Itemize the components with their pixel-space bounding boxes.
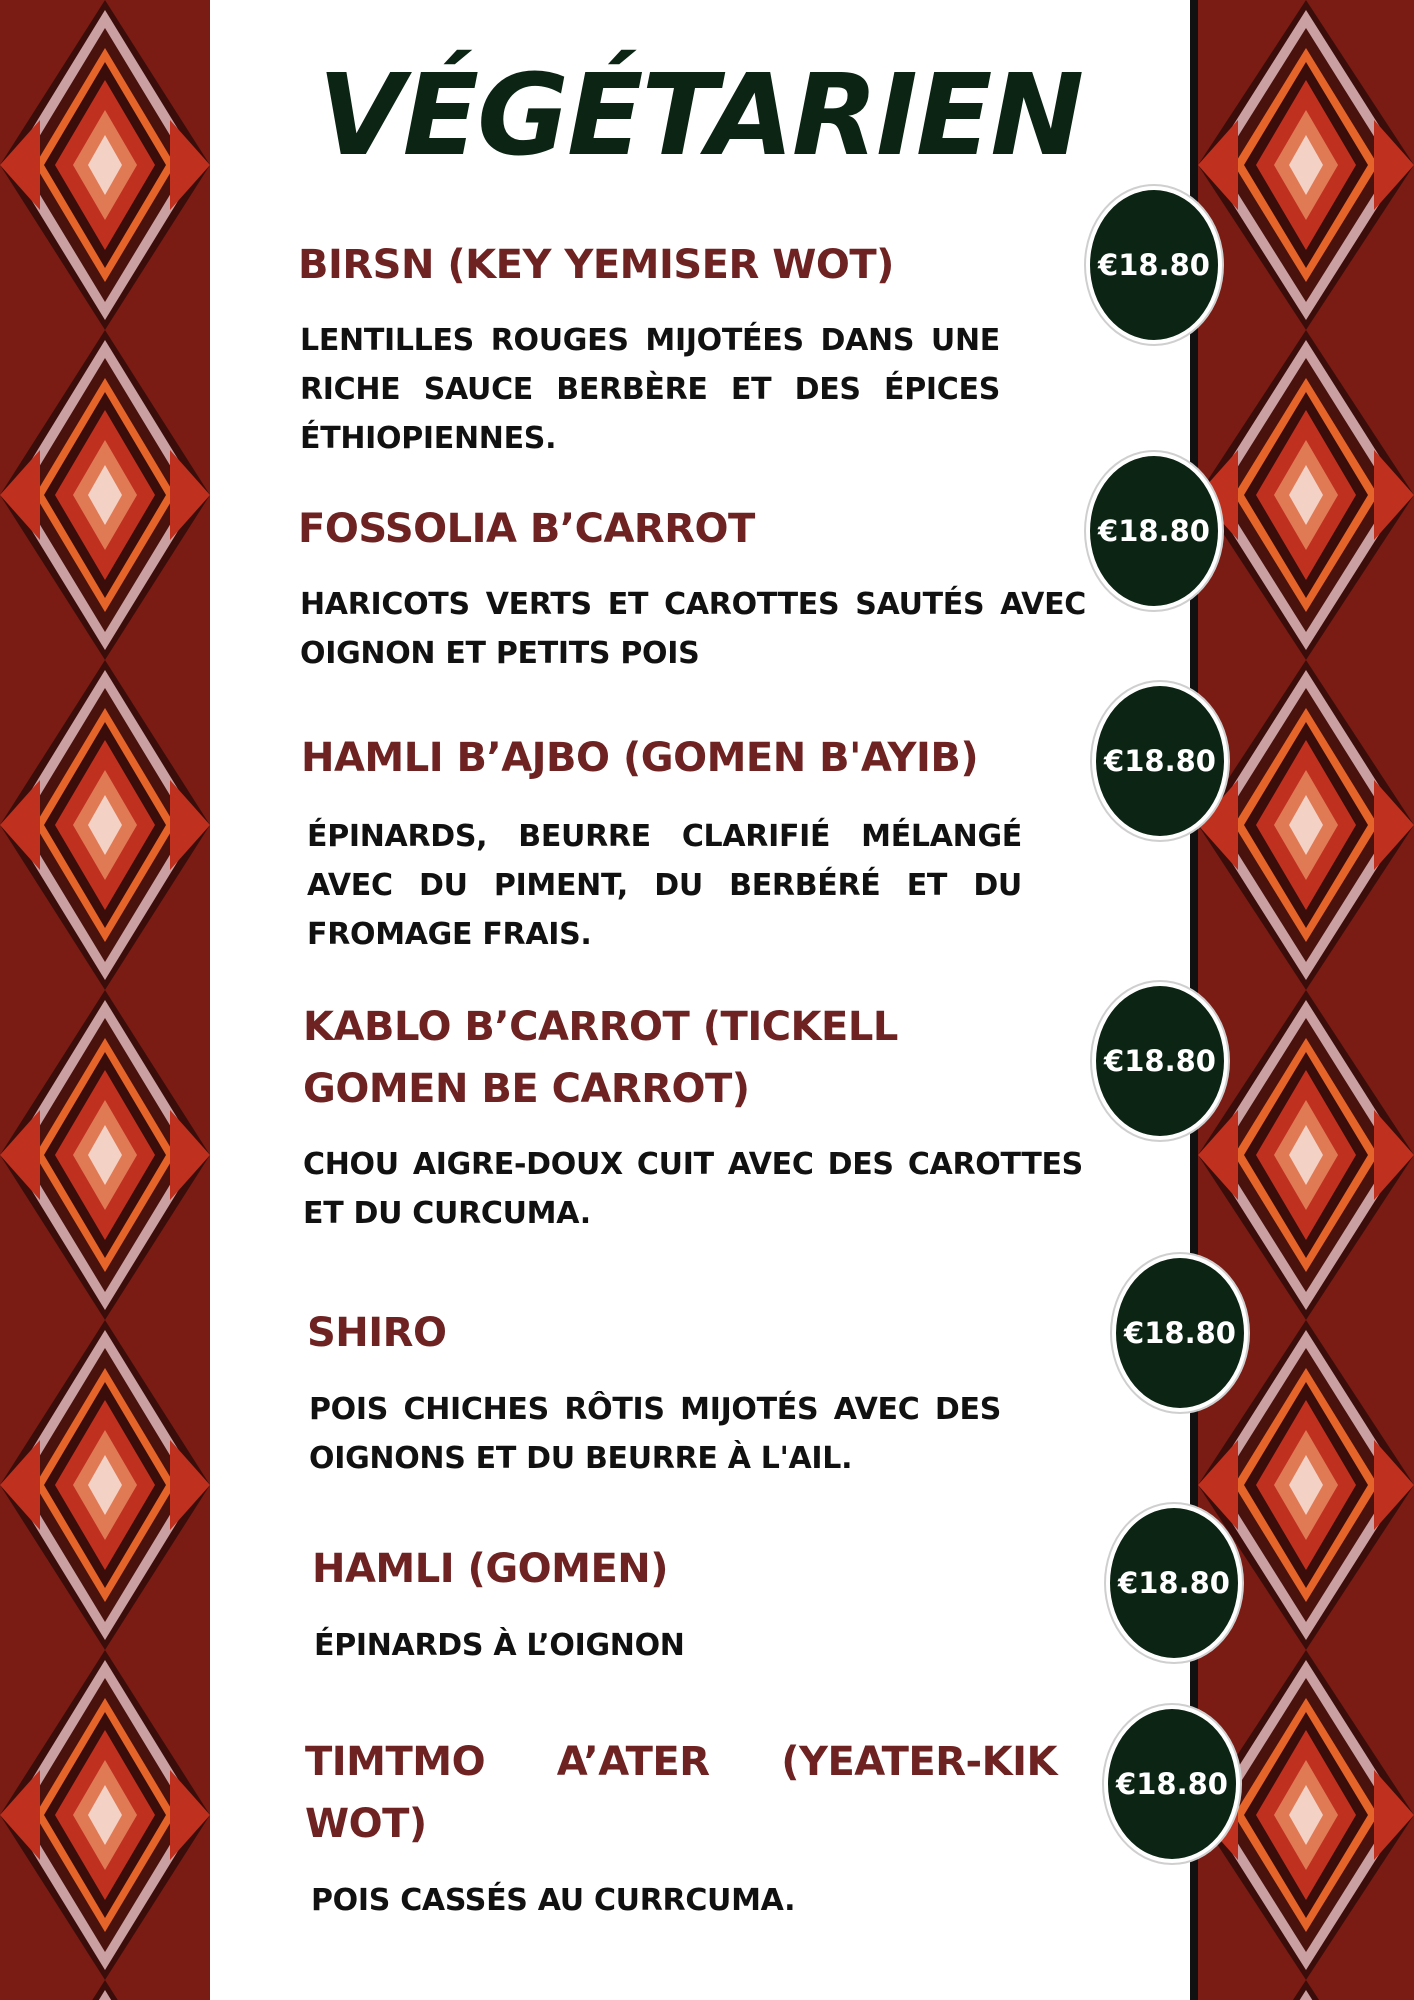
dish-description: HARICOTS VERTS ET CAROTTES SAUTÉS AVEC OIGNON ET PETITS POIS (300, 587, 1086, 671)
right-pattern-art (1198, 0, 1414, 2000)
dish-name: KABLO B’CARROT (TICKELL GOMEN BE CARROT) (303, 1004, 898, 1112)
dish-description: CHOU AIGRE-DOUX CUIT AVEC DES CAROTTES ET DU CURCUMA. (303, 1147, 1083, 1231)
dish-description: POIS CASSÉS AU CURRCUMA. (311, 1883, 796, 1918)
price-badge: €18.80 (1106, 1504, 1242, 1662)
price-badge: €18.80 (1112, 1254, 1248, 1412)
dish-description: ÉPINARDS, BEURRE CLARIFIÉ MÉLANGÉ AVEC DU PIMENT, DU BERBÉRÉ ET DU FROMAGE FRAIS. (307, 819, 1022, 952)
dish-name: FOSSOLIA B’CARROT (298, 506, 755, 552)
left-pattern-border (0, 0, 210, 2000)
dish-description: ÉPINARDS À L’OIGNON (314, 1628, 685, 1663)
dish-name: HAMLI B’AJBO (GOMEN B'AYIB) (301, 735, 979, 781)
price-badge: €18.80 (1086, 186, 1222, 344)
price-badge: €18.80 (1104, 1705, 1240, 1863)
left-pattern-art (0, 0, 210, 2000)
dish-description: LENTILLES ROUGES MIJOTÉES DANS UNE RICHE SAUCE BERBÈRE ET DES ÉPICES ÉTHIOPIENNES. (300, 323, 1000, 456)
dish-description: POIS CHICHES RÔTIS MIJOTÉS AVEC DES OIGNONS ET DU BEURRE À L'AIL. (309, 1392, 1001, 1476)
page-title: VÉGÉTARIEN (317, 51, 1083, 181)
dish-name: SHIRO (307, 1310, 447, 1356)
dish-name: HAMLI (GOMEN) (312, 1546, 669, 1592)
price-badge: €18.80 (1092, 682, 1228, 840)
price-badge: €18.80 (1092, 982, 1228, 1140)
right-pattern-border (1190, 0, 1414, 2000)
dish-name: BIRSN (KEY YEMISER WOT) (298, 242, 894, 288)
price-badge: €18.80 (1086, 452, 1222, 610)
dish-name: TIMTMO A’ATER (YEATER-KIK WOT) (305, 1739, 1057, 1847)
